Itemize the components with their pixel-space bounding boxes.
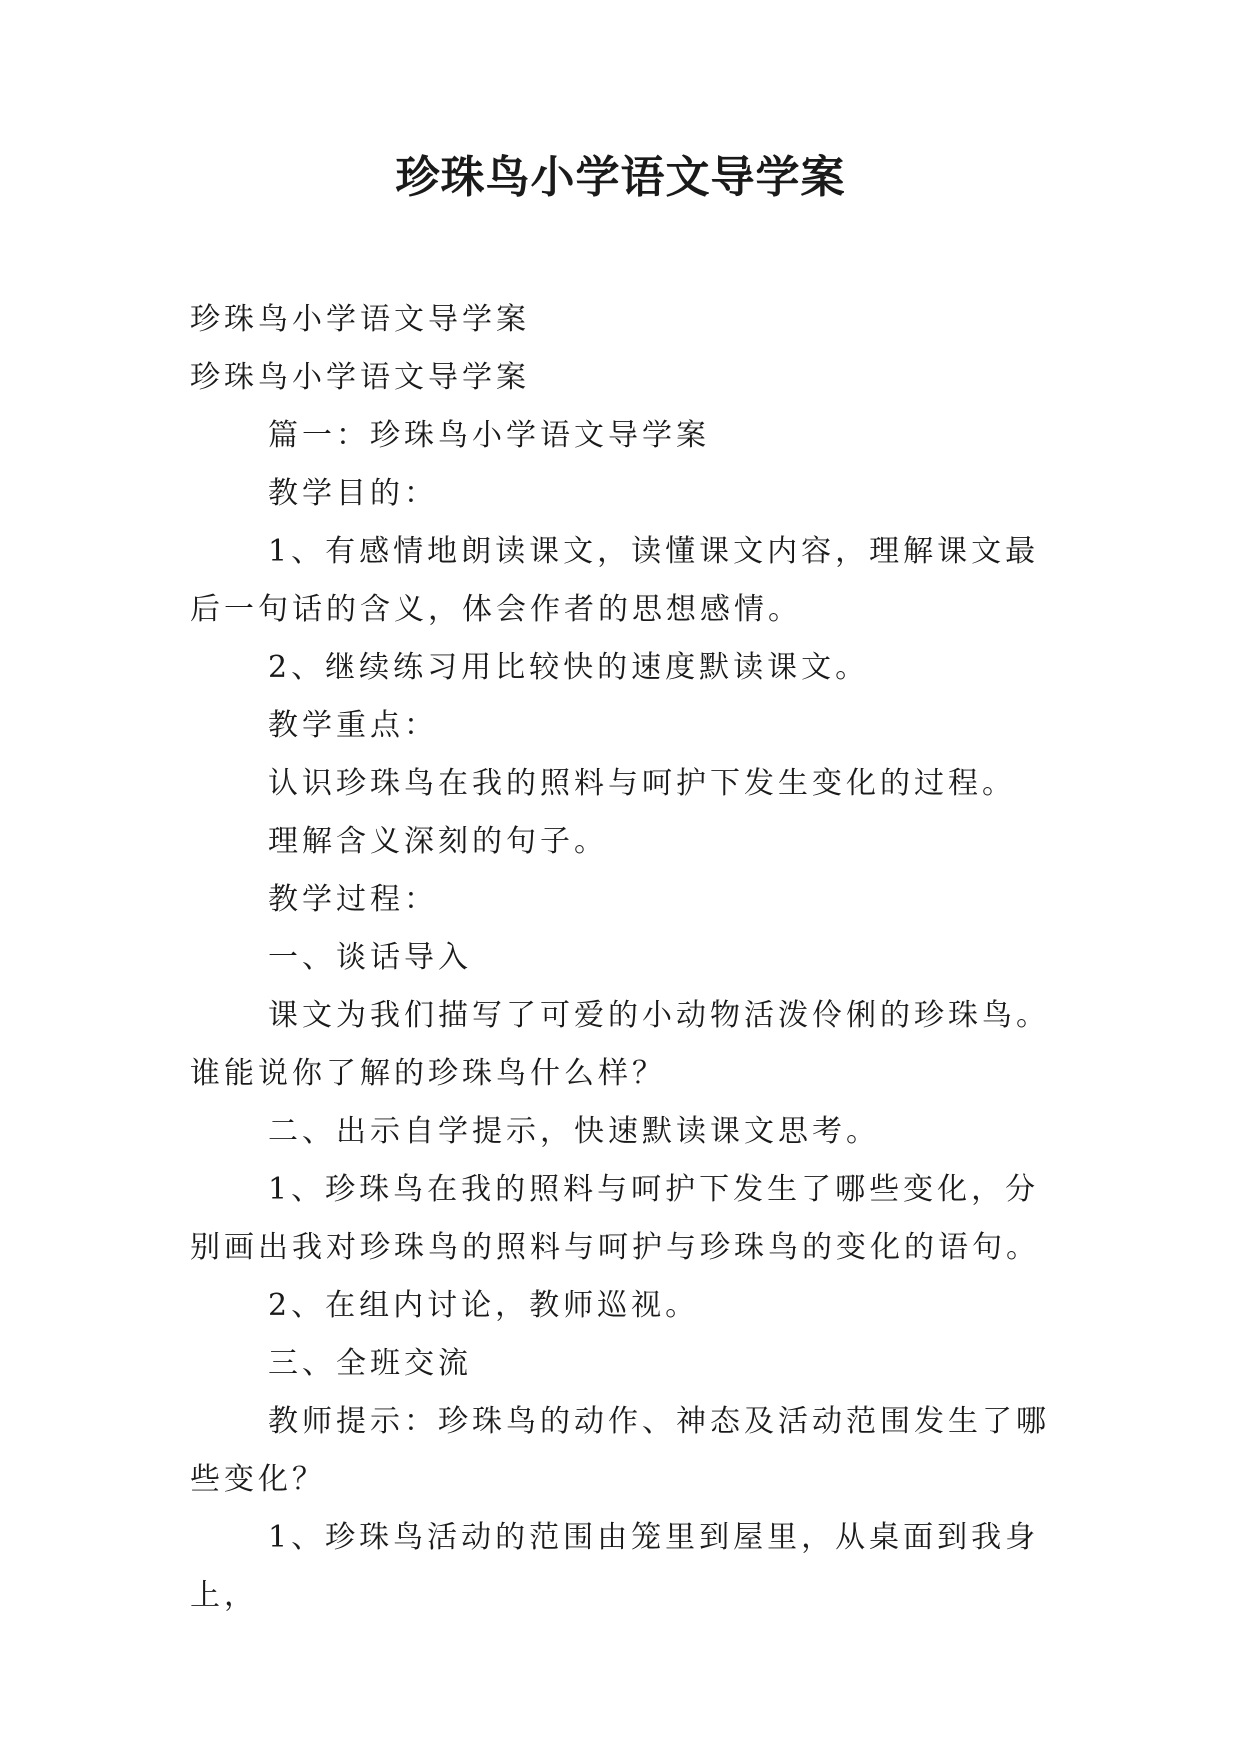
document-paragraph: 1、有感情地朗读课文，读懂课文内容，理解课文最后一句话的含义，体会作者的思想感情。 [190,534,1040,627]
document-paragraph: 珍珠鸟小学语文导学案 [190,302,530,337]
document-paragraph: 课文为我们描写了可爱的小动物活泼伶俐的珍珠鸟。谁能说你了解的珍珠鸟什么样？ [190,998,1050,1091]
document-paragraph: 教学重点： [268,708,438,743]
document-paragraph: 1、珍珠鸟活动的范围由笼里到屋里，从桌面到我身上， [190,1520,1040,1613]
document-paragraph: 一、谈话导入 [268,940,472,975]
document-paragraph: 教学目的： [268,476,438,511]
document-paragraph: 珍珠鸟小学语文导学案 [190,360,530,395]
document-paragraph: 教师提示：珍珠鸟的动作、神态及活动范围发生了哪些变化？ [190,1404,1050,1497]
document-paragraph: 三、全班交流 [268,1346,472,1381]
document-title: 珍珠鸟小学语文导学案 [395,152,846,203]
document-paragraph: 1、珍珠鸟在我的照料与呵护下发生了哪些变化，分别画出我对珍珠鸟的照料与呵护与珍珠鸟的变化的语句。 [190,1172,1040,1265]
document-paragraph: 2、继续练习用比较快的速度默读课文。 [268,650,870,685]
document-paragraph: 篇一：珍珠鸟小学语文导学案 [268,418,710,453]
document-paragraph: 理解含义深刻的句子。 [268,824,608,859]
document-paragraph: 教学过程： [268,882,438,917]
document-paragraph: 2、在组内讨论，教师巡视。 [268,1288,700,1323]
document-body [190,291,1050,1625]
document-paragraph: 认识珍珠鸟在我的照料与呵护下发生变化的过程。 [268,766,1016,801]
document-paragraph: 二、出示自学提示，快速默读课文思考。 [268,1114,880,1149]
